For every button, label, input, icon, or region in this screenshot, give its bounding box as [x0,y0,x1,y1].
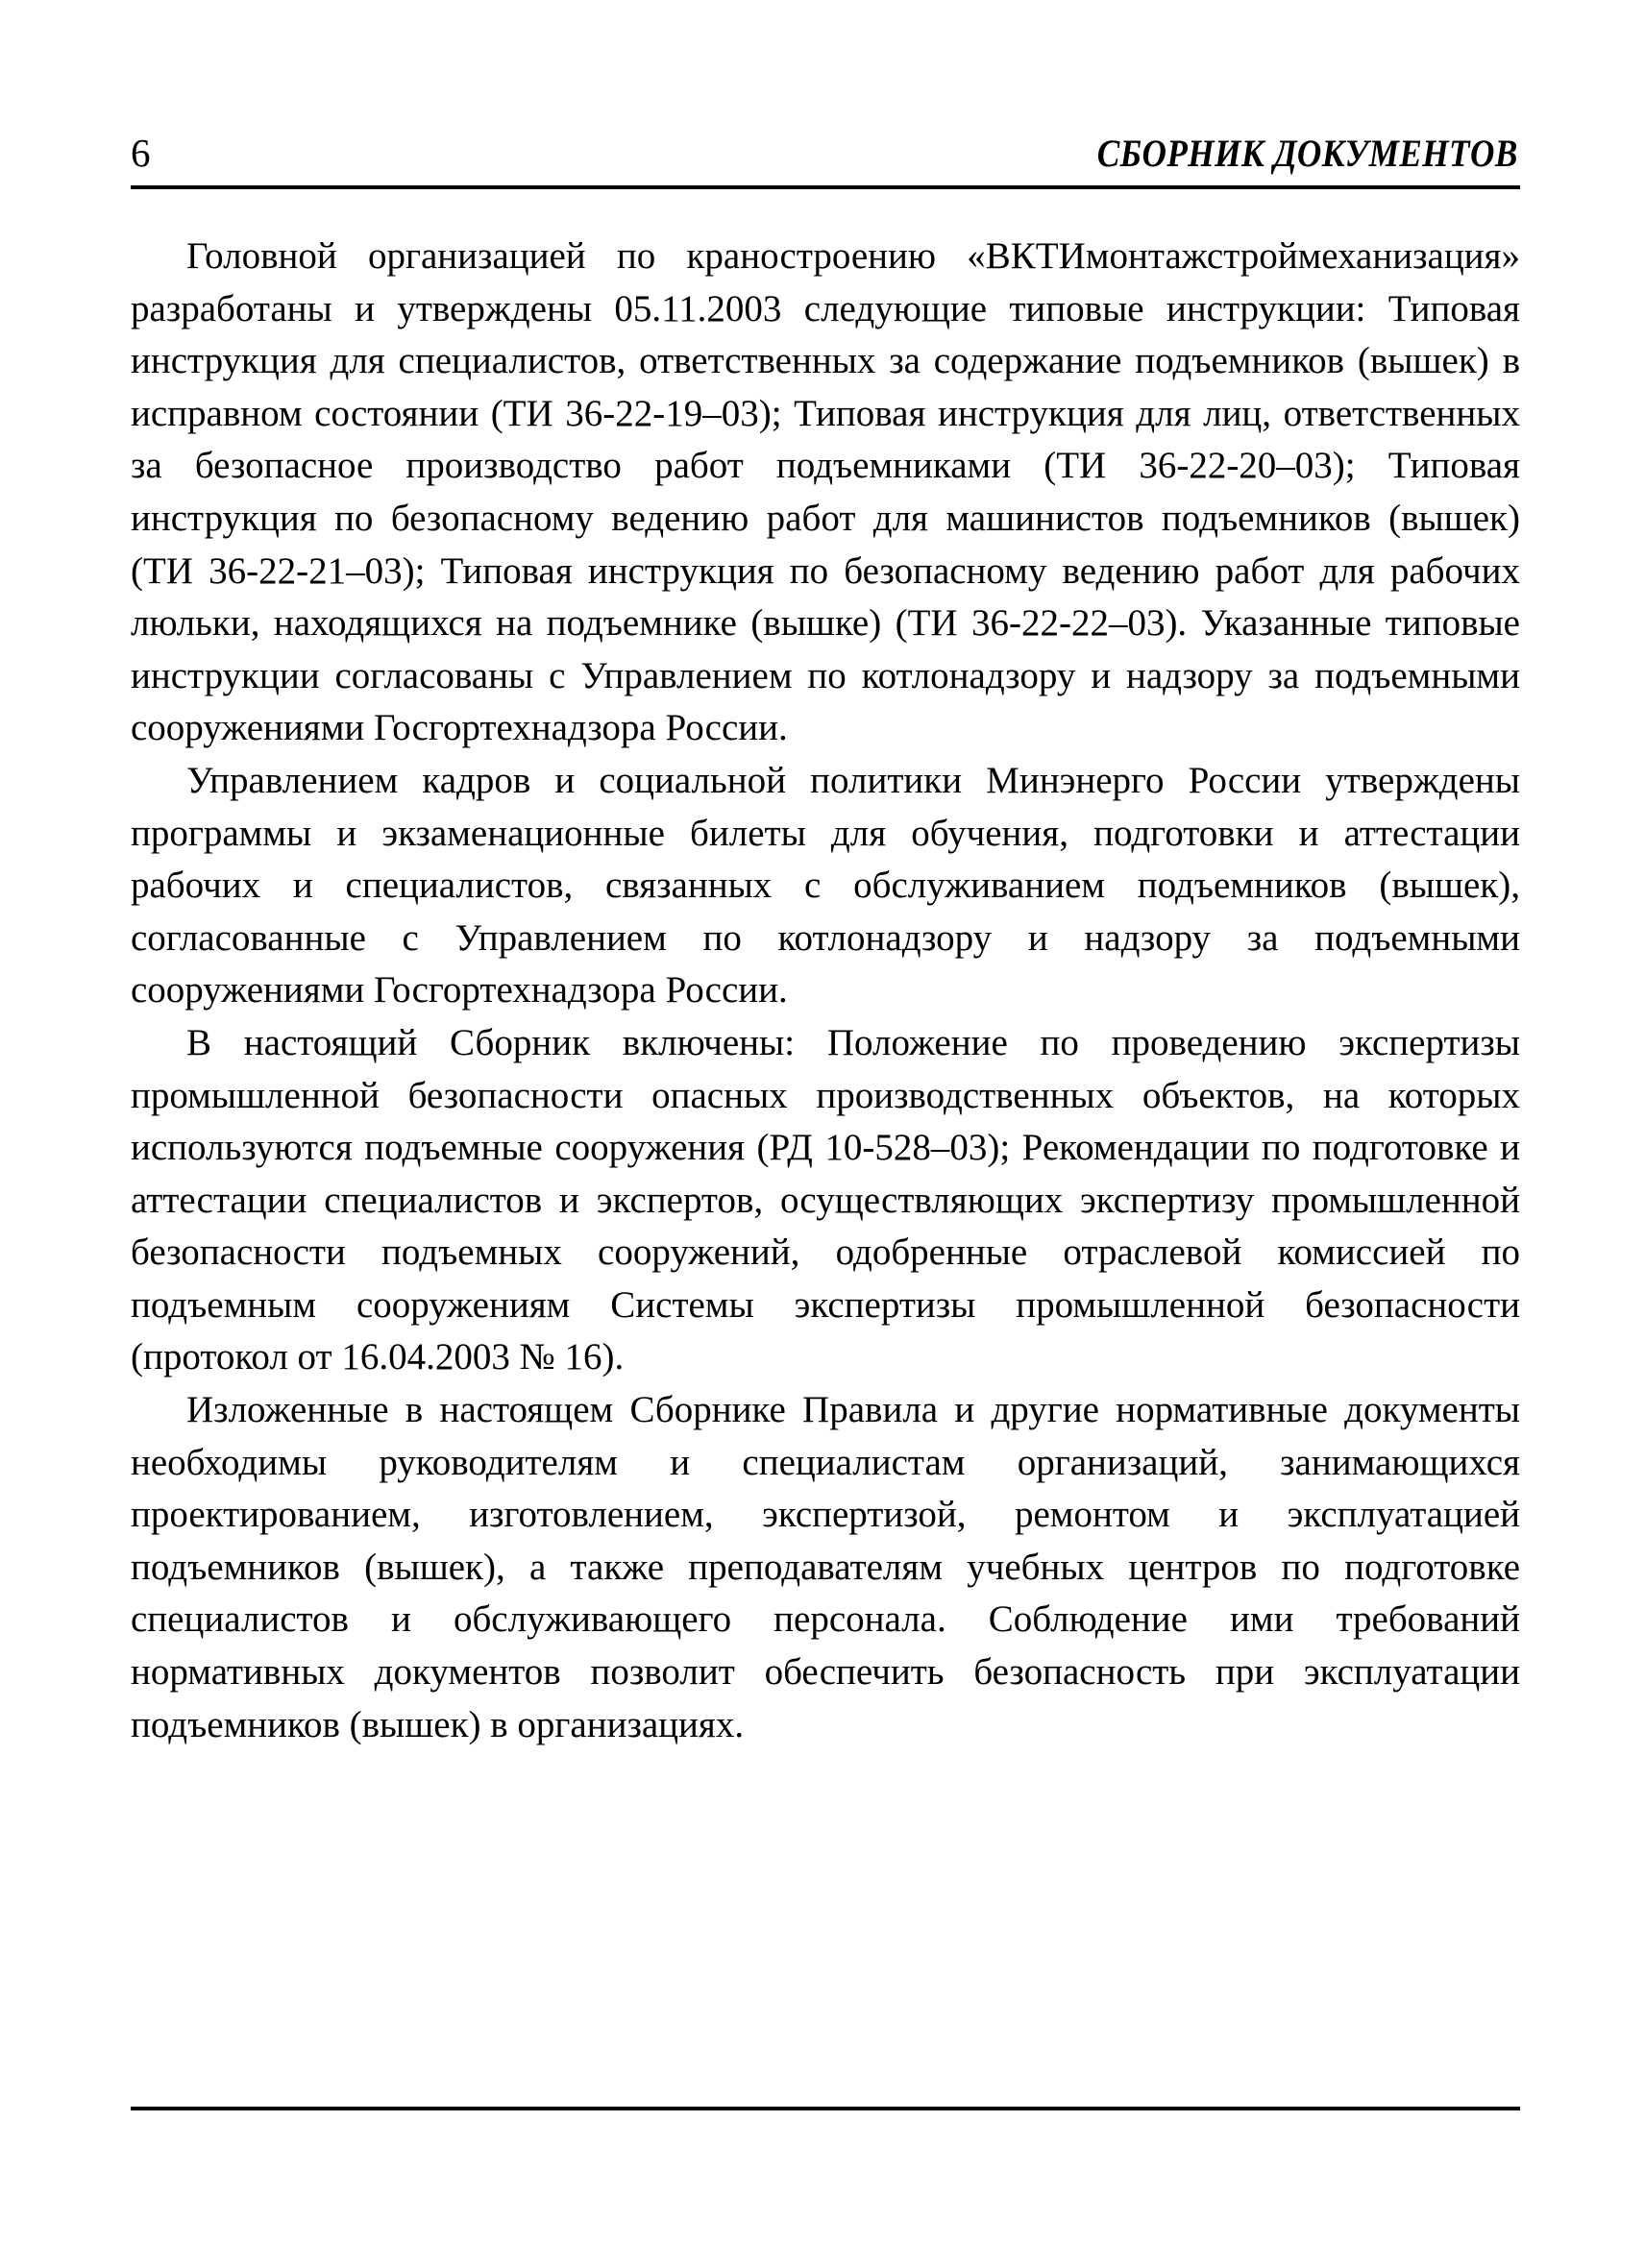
running-head [131,115,1518,175]
footer-rule [131,2107,1520,2110]
page-number: 6 [131,131,151,175]
paragraph: В настоящий Сборник включены: Положение по проведению экспертизы промышленной безопасности опасных производственных объектов, на которых используются подъемные сооружения (РД 10-528–03); Рекомендации по подготовке и аттестации специалистов и экспертов, осуществляющих экспертизу промышленной безопасности подъемных сооружений, одобренные отраслевой комиссией по подъемным сооружениям Системы экспертизы промышленной безопасности (протокол от 16.04.2003 № 16). [131,1021,1520,1378]
paragraph: Изложенные в настоящем Сборнике Правила и другие нормативные документы необходимы руководителям и специалистам организаций, занимающихся проектированием, изготовлением, экспертизой, ремонтом и эксплуатацией подъемников (вышек), а также преподавателям учебных центров по подготовке специалистов и обслуживающего персонала. Соблюдение ими требований нормативных документов позволит обеспечить безопасность при эксплуатации подъемников (вышек) в организациях. [131,1389,1520,1745]
body-text-column [131,231,1520,1751]
header-rule [131,185,1520,189]
running-title: СБОРНИК ДОКУМЕНТОВ [1096,132,1518,175]
paragraph: Головной организацией по краностроению «ВКТИмонтажстроймеханизация» разработаны и утверждены 05.11.2003 следующие типовые инструкции: Типовая инструкция для специалистов, ответственных за содержание подъемников (вышек) в исправном состоянии (ТИ 36-22-19–03); Типовая инструкция для лиц, ответственных за безопасное производство работ подъемниками (ТИ 36-22-20–03); Типовая инструкция по безопасному ведению работ для машинистов подъемников (вышек) (ТИ 36-22-21–03); Типовая инструкция по безопасному ведению работ для рабочих люльки, находящихся на подъемнике (вышке) (ТИ 36-22-22–03). Указанные типовые инструкции согласованы с Управлением по котлонадзору и надзору за подъемными сооружениями Госгортехнадзора России. [131,235,1520,749]
paragraph: Управлением кадров и социальной политики Минэнерго России утверждены программы и экзаменационные билеты для обучения, подготовки и аттестации рабочих и специалистов, связанных с обслуживанием подъемников (вышек), согласованные с Управлением по котлонадзору и надзору за подъемными сооружениями Госгортехнадзора России. [131,759,1520,1012]
